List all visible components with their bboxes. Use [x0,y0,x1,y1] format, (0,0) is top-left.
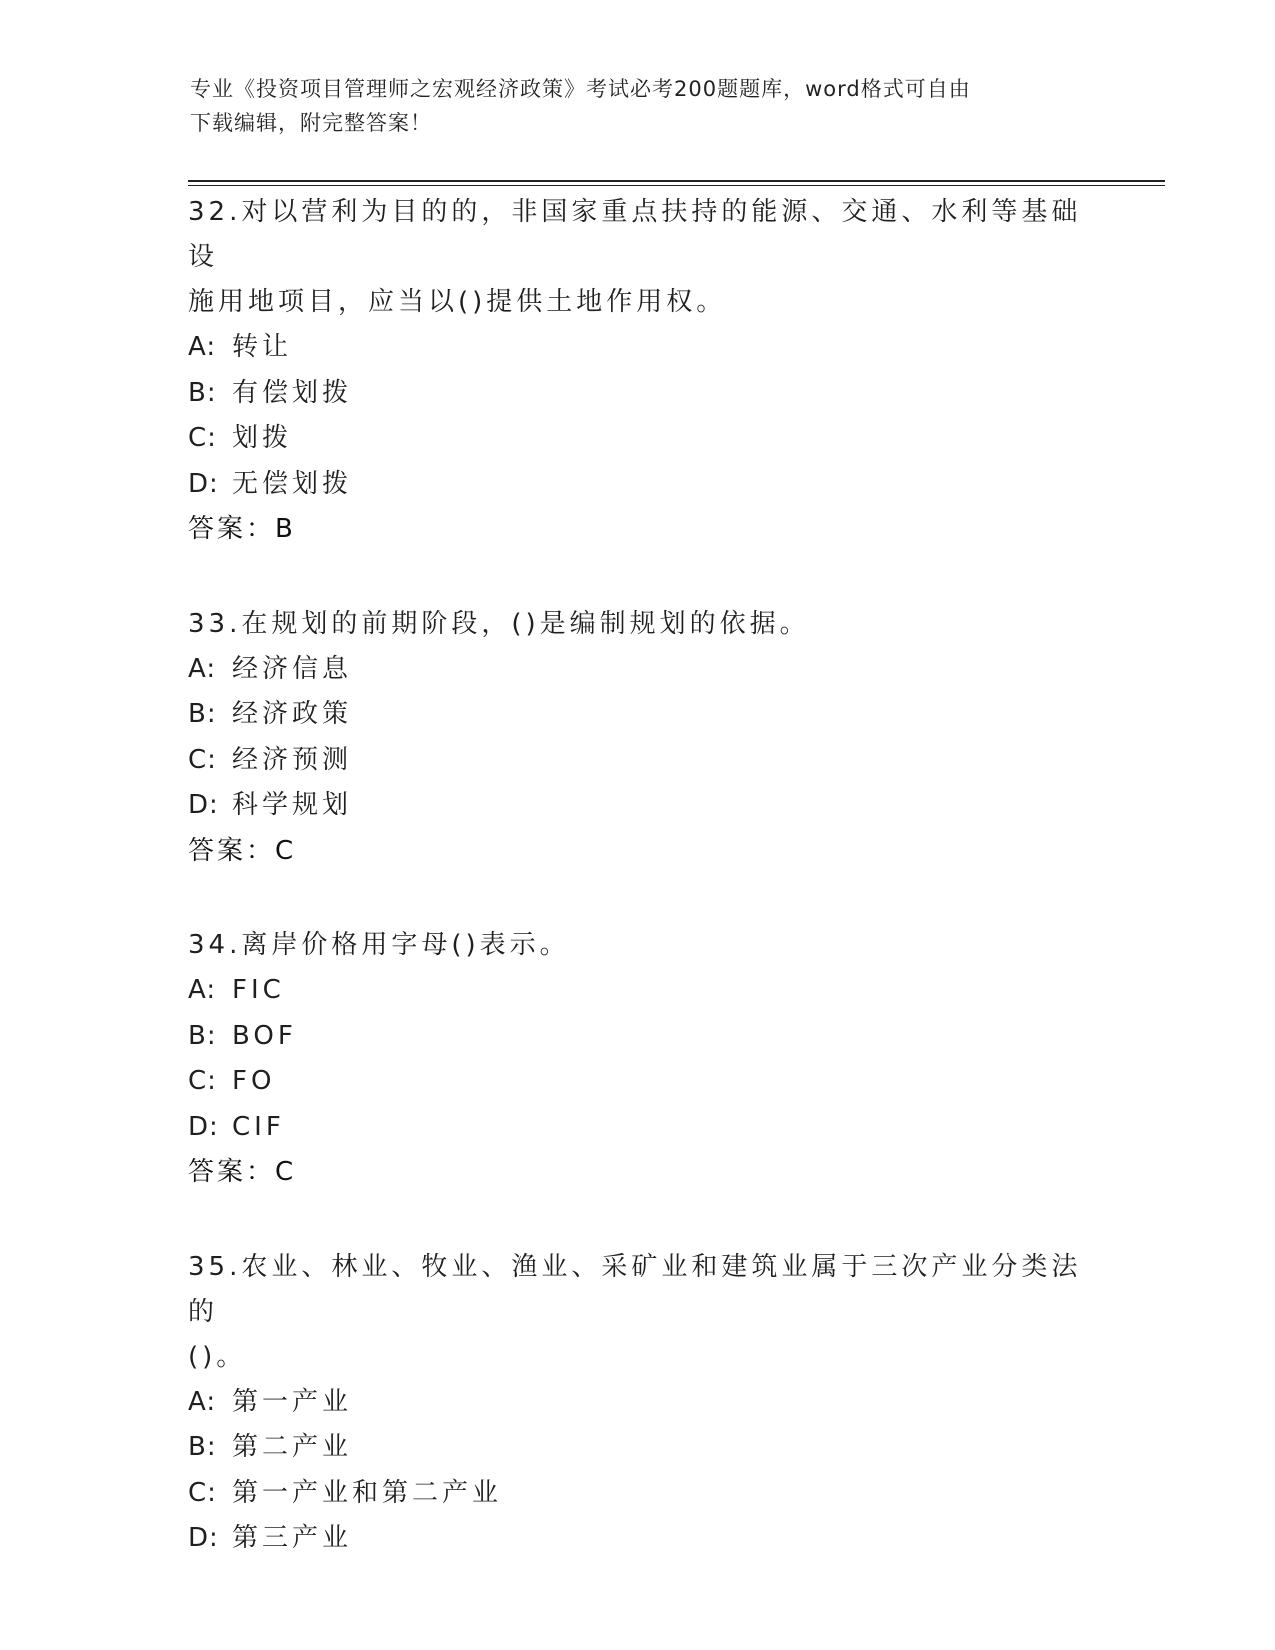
option-d [188,783,1088,829]
option-letter: D: [188,468,219,499]
answer-label: 答案： [188,514,276,544]
option-letter: C: [188,1477,217,1508]
option-c [188,416,1088,462]
option-text: 第三产业 [232,1523,353,1553]
option-a [188,647,1088,693]
option-text: BOF [232,1020,297,1051]
answer-label: 答案： [188,835,276,866]
option-letter: C: [188,423,217,453]
question-stem [188,600,1088,647]
header-rule-thin [188,185,1165,186]
option-text: 划拨 [232,423,293,453]
option-letter: D: [188,790,219,820]
option-letter: A: [188,332,217,362]
option-text: 经济预测 [232,744,353,775]
option-d [188,1516,1088,1562]
option-text: 无偿划拨 [232,468,353,499]
question-stem-line: ()。 [188,1341,247,1372]
option-letter: D: [188,1111,219,1142]
answer-value: C [275,835,294,866]
answer-line [188,507,1088,553]
option-text: 经济政策 [232,699,353,729]
question-32 [188,188,1088,553]
option-text: 第一产业和第二产业 [232,1477,503,1508]
option-letter: C: [188,1066,217,1096]
option-letter: A: [188,975,217,1005]
option-letter: B: [188,699,217,729]
answer-line [188,829,1088,875]
option-text: 科学规划 [232,790,353,820]
option-text: 经济信息 [232,653,353,684]
header-rule-thick [188,180,1165,182]
option-c [188,738,1088,784]
option-text: 第二产业 [232,1432,353,1462]
question-stem-line: 32.对以营利为目的的，非国家重点扶持的能源、交通、水利等基础设 [188,197,1082,272]
question-35 [188,1243,1088,1562]
question-34 [188,921,1088,1196]
option-text: 第一产业 [232,1386,353,1417]
question-33 [188,600,1088,875]
question-stem [188,921,1088,968]
option-b [188,1014,1088,1060]
option-text: FO [232,1066,276,1096]
question-list [188,188,1088,1562]
question-stem-line: 35.农业、林业、牧业、渔业、采矿业和建筑业属于三次产业分类法的 [188,1251,1082,1327]
answer-value: B [275,514,293,544]
option-letter: D: [188,1523,219,1553]
option-text: 有偿划拨 [232,377,353,408]
option-text: 转让 [232,332,293,362]
question-spacer [188,874,1088,921]
option-letter: B: [188,377,217,408]
option-letter: B: [188,1432,217,1462]
option-letter: A: [188,653,217,684]
answer-label: 答案： [188,1157,276,1187]
option-c [188,1059,1088,1105]
question-stem-line: 施用地项目，应当以()提供土地作用权。 [188,287,727,317]
option-text: CIF [232,1111,285,1142]
header-line-1: 专业《投资项目管理师之宏观经济政策》考试必考200题题库，word格式可自由 [190,77,971,101]
option-text: FIC [232,975,285,1005]
option-a [188,325,1088,371]
option-letter: B: [188,1020,217,1051]
option-b [188,692,1088,738]
question-stem [188,1243,1088,1380]
question-stem [188,188,1088,325]
header-line-2: 下载编辑，附完整答案！ [190,111,432,135]
document-header [190,72,1080,140]
option-b [188,1425,1088,1471]
option-b [188,371,1088,417]
question-stem-line: 34.离岸价格用字母()表示。 [188,930,570,960]
option-d [188,462,1088,508]
option-a [188,968,1088,1014]
option-letter: C: [188,744,217,775]
answer-line [188,1150,1088,1196]
option-letter: A: [188,1386,217,1417]
question-spacer [188,1196,1088,1243]
question-stem-line: 33.在规划的前期阶段，()是编制规划的依据。 [188,608,810,639]
option-c [188,1471,1088,1517]
option-d [188,1105,1088,1151]
option-a [188,1380,1088,1426]
question-spacer [188,553,1088,600]
answer-value: C [275,1157,294,1187]
